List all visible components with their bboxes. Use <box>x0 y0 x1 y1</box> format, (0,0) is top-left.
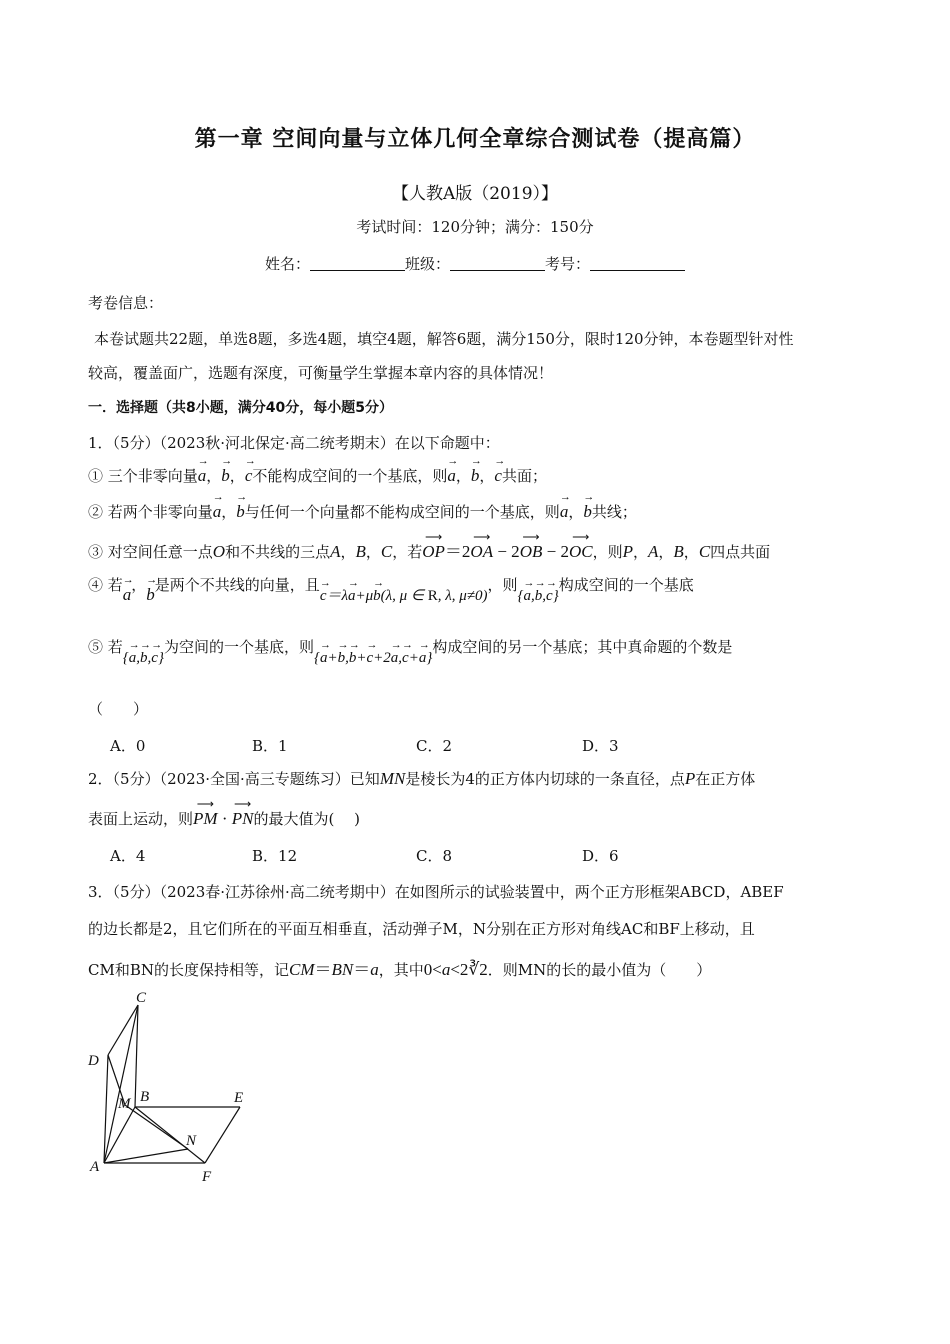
q2-option-c[interactable]: C．8 <box>416 847 453 865</box>
q1-statement-5: ⑤ 若{→ a,→ b,→ c}为空间的一个基底，则{→ a+→ b,→ b+→ c+2→ a,→ c+→ a}构成空间的另一个基底；其中真命题的个数是 <box>88 636 732 657</box>
q1-statement-4: ④ 若→ a，→ b是两个不共线的向量，且→ c＝λ→ a+μ→ b(λ, μ ∈ R, λ, μ≠0)，则{→ a,→ b,→ c}构成空间的一个基底 <box>88 574 694 595</box>
q1-option-c[interactable]: C．2 <box>416 737 453 755</box>
info-heading: 考卷信息： <box>88 294 164 312</box>
exam-time-info: 考试时间：120分钟；满分：150分 <box>356 218 594 236</box>
edge-EF <box>205 1107 240 1163</box>
student-info-fields <box>0 253 950 274</box>
name-blank[interactable] <box>310 256 405 271</box>
info-line-1: 本卷试题共22题，单选8题，多选4题，填空4题，解答6题，满分150分，限时120分钟，本卷题型针对性 <box>94 330 794 348</box>
label-B: B <box>140 1089 150 1105</box>
q2-option-b[interactable]: B．12 <box>252 847 298 865</box>
class-label: 班级： <box>404 255 450 273</box>
edge-AB <box>104 1107 135 1163</box>
name-label: 姓名： <box>264 255 310 273</box>
segment-AN <box>104 1149 188 1163</box>
geometry-figure <box>80 985 260 1190</box>
q1-option-b[interactable]: B．1 <box>252 737 288 755</box>
exam-no-label: 考号： <box>545 255 591 273</box>
q1-option-d[interactable]: D．3 <box>582 737 619 755</box>
edge-CB <box>135 1005 138 1107</box>
q2-line-1: 2．（5分）（2023·全国·高三专题练习）已知MN是棱长为4的正方体内切球的一条直径，点P在正方体 <box>88 769 756 788</box>
q1-answer-paren: （ ） <box>88 700 149 718</box>
label-E: E <box>234 1090 244 1106</box>
edition-label: 【人教A版（2019）】 <box>391 184 559 204</box>
q3-line-2: 的边长都是2，且它们所在的平面互相垂直，活动弹子M，N分别在正方形对角线AC和BF上移动，且 <box>88 920 755 938</box>
q3-line-1: 3．（5分）（2023春·江苏徐州·高二统考期中）在如图所示的试验装置中，两个正方形框架ABCD，ABEF <box>88 883 784 901</box>
class-blank[interactable] <box>450 256 545 271</box>
page-title: 第一章 空间向量与立体几何全章综合测试卷（提高篇） <box>194 127 756 152</box>
q1-statement-3: ③ 对空间任意一点O和不共线的三点A，B，C，若⟶ OP＝2⟶ OA − 2⟶ OB − 2⟶ OC，则P，A，B，C四点共面 <box>88 537 770 562</box>
q2-option-d[interactable]: D．6 <box>582 847 619 865</box>
q1-statement-1: ① 三个非零向量→ a，→ b，→ c不能构成空间的一个基底，则→ a，→ b，→ c共面； <box>88 465 547 486</box>
label-C: C <box>136 990 147 1006</box>
info-line-2: 较高，覆盖面广，选题有深度，可衡量学生掌握本章内容的具体情况！ <box>88 364 554 382</box>
q2-line-2: 表面上运动，则⟶ PM · ⟶ PN的最大值为( ) <box>88 808 360 829</box>
q1-intro: 1．（5分）（2023秋·河北保定·高二统考期末）在以下命题中： <box>88 434 500 452</box>
label-M: M <box>118 1096 131 1112</box>
q1-option-a[interactable]: A．0 <box>110 737 146 755</box>
exam-no-blank[interactable] <box>590 256 685 271</box>
section-heading: 一．选择题（共8小题，满分40分，每小题5分） <box>88 400 393 416</box>
edge-DC <box>108 1005 138 1055</box>
q1-statement-2: ② 若两个非零向量→ a，→ b与任何一个向量都不能构成空间的一个基底，则→ a，→ b共线； <box>88 501 637 522</box>
label-N: N <box>186 1133 197 1149</box>
q2-option-a[interactable]: A．4 <box>110 847 146 865</box>
label-A: A <box>90 1159 100 1175</box>
edge-AC <box>104 1005 138 1163</box>
label-F: F <box>202 1169 212 1185</box>
segment-MN <box>125 1105 188 1149</box>
q3-line-3: CM和BN的长度保持相等，记CM＝BN＝a，其中0<a<2∛2．则MN的长的最小值为（ ） <box>88 960 712 979</box>
label-D: D <box>88 1053 99 1069</box>
